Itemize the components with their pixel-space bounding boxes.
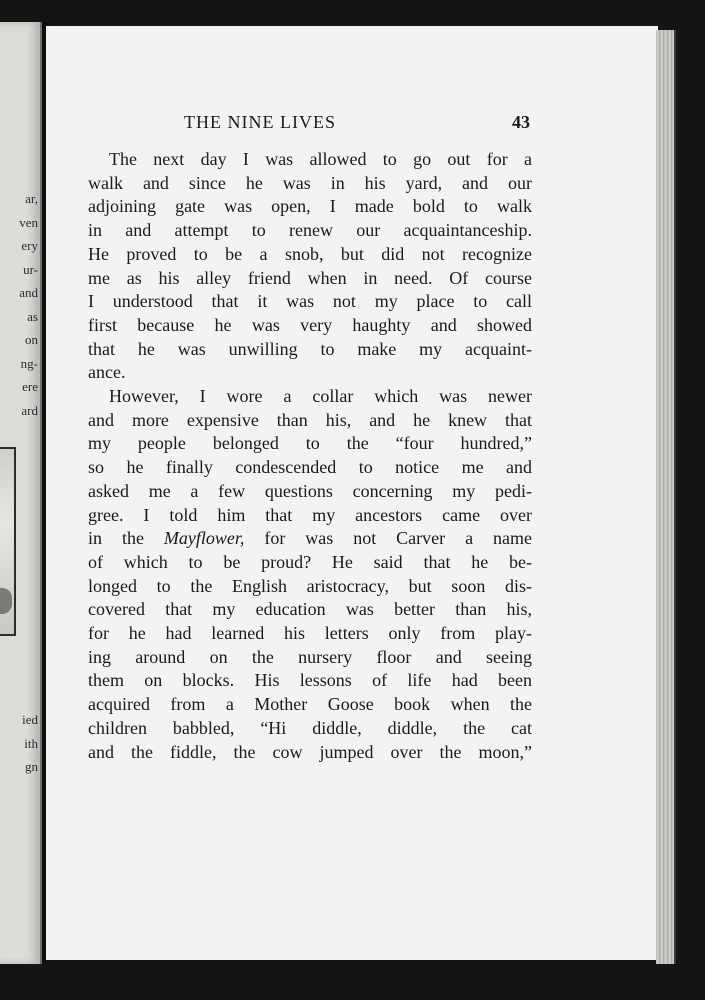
previous-page-illustration (0, 447, 16, 636)
text-line: and the fiddle, the cow jumped over the moon,” (88, 741, 532, 762)
previous-page-text-fragments-bottom (2, 708, 38, 779)
text-line: He proved to be a snob, but did not recognize (88, 243, 532, 264)
text-fragment: gn (25, 759, 38, 774)
running-head (88, 112, 532, 138)
text-fragment: ur- (23, 261, 38, 277)
text-line: ance. (88, 362, 126, 383)
text-fragment: and (19, 285, 38, 300)
text-line: of which to be proud? He said that he be- (88, 551, 532, 572)
italic-ship-name: Mayflower, (163, 528, 245, 549)
text-line: for he had learned his letters only from play- (88, 623, 532, 644)
text-fragment: ith (24, 735, 38, 751)
text-fragment: ar, (25, 191, 38, 206)
text-line: However, I wore a collar which was newer (109, 386, 532, 407)
text-fragment: ere (22, 379, 38, 394)
text-span: for was not Carver a name (244, 528, 532, 549)
text-line: children babbled, “Hi diddle, diddle, the cat (88, 717, 532, 738)
text-line: gree. I told him that my ancestors came over (88, 504, 532, 525)
text-line: in and attempt to renew our acquaintanceship. (88, 220, 532, 241)
text-line: ing around on the nursery floor and seeing (88, 646, 532, 667)
text-line: first because he was very haughty and showed (88, 314, 532, 335)
text-line: longed to the English aristocracy, but soon dis- (88, 575, 532, 596)
text-line: covered that my education was better than his, (88, 599, 532, 620)
text-line: The next day I was allowed to go out for a (109, 149, 532, 169)
running-head-title: THE NINE LIVES (184, 112, 336, 132)
page-stack-edge (656, 30, 676, 964)
text-line-mayflower (88, 527, 532, 551)
text-fragment: ery (21, 238, 38, 253)
text-line: acquired from a Mother Goose book when the (88, 694, 532, 715)
text-fragment: as (27, 308, 38, 324)
text-fragment: ied (22, 712, 38, 727)
text-fragment: ard (21, 402, 38, 418)
page-number: 43 (512, 112, 530, 132)
text-line: them on blocks. His lessons of life had been (88, 670, 532, 691)
illustration-shading (0, 588, 12, 614)
body-text (88, 148, 532, 764)
text-line: that he was unwilling to make my acquaint- (88, 338, 532, 359)
text-line: I understood that it was not my place to call (88, 291, 532, 312)
text-line: me as his alley friend when in need. Of course (88, 267, 532, 288)
text-line: walk and since he was in his yard, and our (88, 172, 532, 193)
text-fragment: ven (19, 214, 38, 230)
text-line: my people belonged to the “four hundred,” (88, 433, 532, 454)
text-line: asked me a few questions concerning my pedi- (88, 480, 532, 501)
text-line: adjoining gate was open, I made bold to walk (88, 196, 532, 217)
text-span: in the (88, 528, 164, 549)
text-line: and more expensive than his, and he knew that (88, 409, 532, 430)
previous-page-edge (0, 22, 42, 964)
previous-page-text-fragments-top (2, 187, 38, 422)
text-fragment: ng- (20, 355, 38, 371)
text-line: so he finally condescended to notice me and (88, 457, 532, 478)
page-content (88, 112, 532, 764)
text-fragment: on (25, 332, 38, 347)
